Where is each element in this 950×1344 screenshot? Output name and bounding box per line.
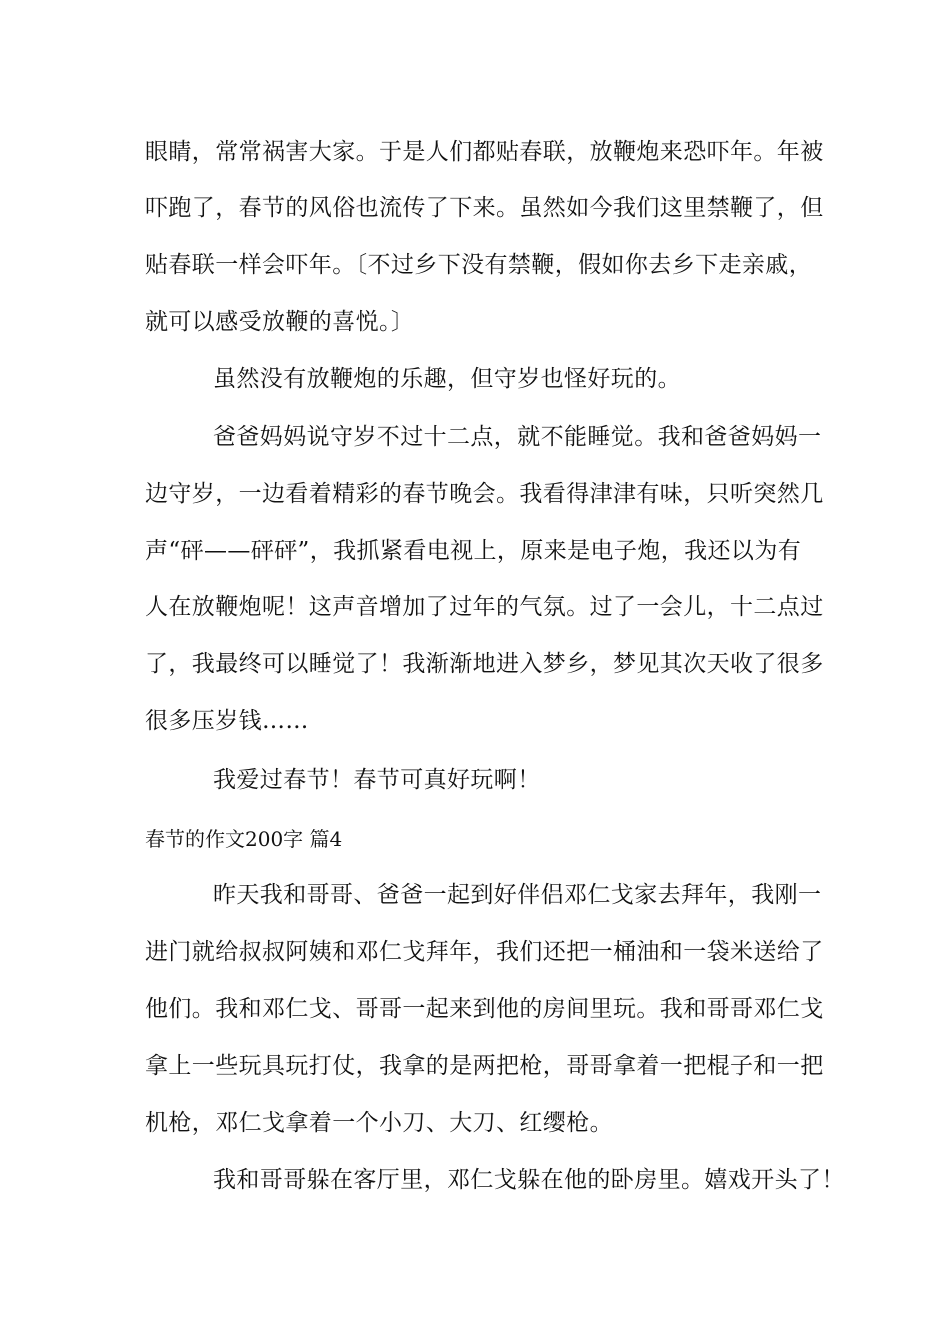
paragraph-3-line-3: 声“砰——砰砰”，我抓紧看电视上，原来是电子炮，我还以为有 [145,538,802,564]
paragraph-5-line-2: 进门就给叔叔阿姨和邓仁戈拜年，我们还把一桶油和一袋米送给了 [145,939,824,965]
paragraph-1-line-2: 吓跑了，春节的风俗也流传了下来。虽然如今我们这里禁鞭了，但 [145,195,824,221]
paragraph-3-line-4: 人在放鞭炮呢！这声音增加了过年的气氛。过了一会儿，十二点过 [145,594,824,620]
paragraph-5-line-5: 机枪，邓仁戈拿着一个小刀、大刀、红缨枪。 [145,1110,613,1136]
paragraph-5-line-4: 拿上一些玩具玩打仗，我拿的是两把枪，哥哥拿着一把棍子和一把 [145,1053,824,1079]
paragraph-3-line-5: 了，我最终可以睡觉了！我渐渐地进入梦乡，梦见其次天收了很多 [145,651,824,677]
paragraph-5-line-3: 他们。我和邓仁戈、哥哥一起来到他的房间里玩。我和哥哥邓仁戈 [145,996,824,1022]
paragraph-1-line-1: 眼睛，常常祸害大家。于是人们都贴春联，放鞭炮来恐吓年。年被 [145,139,824,165]
paragraph-1-line-3: 贴春联一样会吓年。〔不过乡下没有禁鞭，假如你去乡下走亲戚， [145,252,813,278]
paragraph-3-line-1: 爸爸妈妈说守岁不过十二点，就不能睡觉。我和爸爸妈妈一 [213,424,822,450]
paragraph-1-line-4: 就可以感受放鞭的喜悦。〕 [145,309,415,335]
paragraph-2-line-1: 虽然没有放鞭炮的乐趣，但守岁也怪好玩的。 [213,366,681,392]
paragraph-3-line-2: 边守岁，一边看着精彩的春节晚会。我看得津津有味，只听突然几 [145,481,824,507]
section-heading: 春节的作文200字 篇4 [145,827,343,851]
paragraph-3-line-6: 很多压岁钱…… [145,708,309,734]
paragraph-6-line-1: 我和哥哥躲在客厅里，邓仁戈躲在他的卧房里。嬉戏开头了！ [213,1167,845,1193]
paragraph-4-line-1: 我爱过春节！春节可真好玩啊！ [213,767,541,793]
paragraph-5-line-1: 昨天我和哥哥、爸爸一起到好伴侣邓仁戈家去拜年，我刚一 [213,882,822,908]
